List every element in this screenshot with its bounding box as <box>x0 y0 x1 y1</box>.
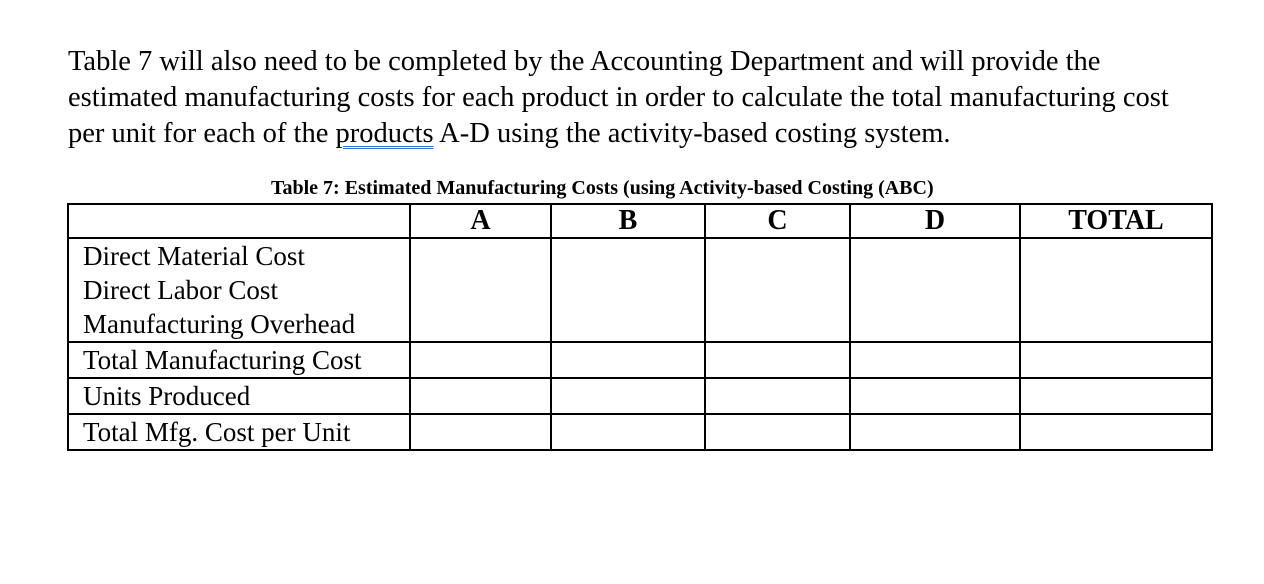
value-cell-a[interactable] <box>410 342 551 378</box>
row-label-total-mfg-cost-per-unit: Total Mfg. Cost per Unit <box>68 414 410 450</box>
intro-line-2: estimated manufacturing costs for each product in order to calculate the total manufacturing cost <box>68 82 1169 113</box>
value-cell-total[interactable] <box>1020 238 1212 342</box>
header-cell-d: D <box>850 204 1020 238</box>
table-row <box>68 238 1212 342</box>
table-row <box>68 378 1212 414</box>
header-cell-blank <box>68 204 410 238</box>
value-cell-d[interactable] <box>850 378 1020 414</box>
row-label-cell <box>68 238 410 342</box>
cost-table <box>67 203 1213 451</box>
intro-paragraph <box>68 44 1218 152</box>
table-caption: Table 7: Estimated Manufacturing Costs (using Activity-based Costing (ABC) <box>271 177 934 199</box>
value-cell-a[interactable] <box>410 378 551 414</box>
header-cell-a: A <box>410 204 551 238</box>
row-label-direct-labor: Direct Labor Cost <box>83 275 278 305</box>
value-cell-d[interactable] <box>850 342 1020 378</box>
header-cell-c: C <box>705 204 850 238</box>
table-row <box>68 414 1212 450</box>
value-cell-a[interactable] <box>410 238 551 342</box>
value-cell-total[interactable] <box>1020 378 1212 414</box>
value-cell-b[interactable] <box>551 414 705 450</box>
value-cell-b[interactable] <box>551 238 705 342</box>
intro-line-1: Table 7 will also need to be completed by the Accounting Department and will provide the <box>68 46 1101 77</box>
row-label-total-manufacturing-cost: Total Manufacturing Cost <box>68 342 410 378</box>
table-header-row <box>68 204 1212 238</box>
value-cell-b[interactable] <box>551 378 705 414</box>
header-cell-b: B <box>551 204 705 238</box>
value-cell-d[interactable] <box>850 238 1020 342</box>
value-cell-d[interactable] <box>850 414 1020 450</box>
value-cell-c[interactable] <box>705 238 850 342</box>
table-row <box>68 342 1212 378</box>
header-cell-total: TOTAL <box>1020 204 1212 238</box>
intro-line-3 <box>68 116 1218 152</box>
value-cell-b[interactable] <box>551 342 705 378</box>
grammar-flagged-word[interactable]: products <box>335 118 434 149</box>
value-cell-total[interactable] <box>1020 342 1212 378</box>
value-cell-total[interactable] <box>1020 414 1212 450</box>
value-cell-a[interactable] <box>410 414 551 450</box>
row-label-units-produced: Units Produced <box>68 378 410 414</box>
value-cell-c[interactable] <box>705 378 850 414</box>
intro-line-3-start: per unit for each of the <box>68 118 336 149</box>
value-cell-c[interactable] <box>705 342 850 378</box>
value-cell-c[interactable] <box>705 414 850 450</box>
row-label-manufacturing-overhead: Manufacturing Overhead <box>83 309 356 339</box>
intro-line-3-end: A-D using the activity-based costing system. <box>433 118 951 149</box>
row-label-direct-material: Direct Material Cost <box>83 241 305 271</box>
